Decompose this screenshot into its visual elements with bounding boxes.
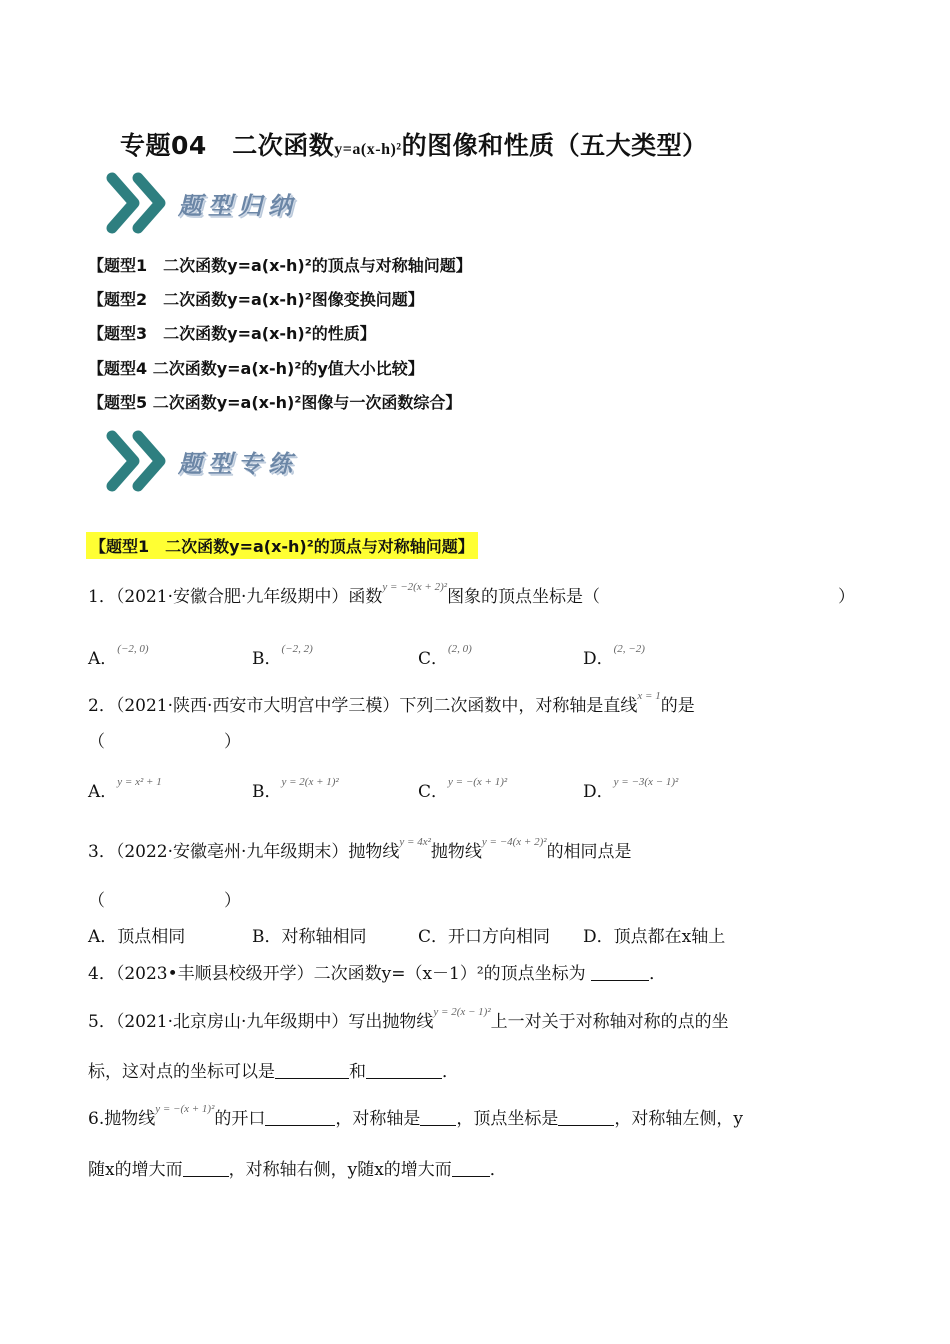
section-practice-banner [104,430,298,492]
option-d: D．$^{(2, -2)}$ [583,643,645,669]
title-formula: y=a(x-h)² [334,141,402,158]
question-5: 5．（2021·北京房山·九年级期中）写出抛物线$^{y = 2(x - 1)^2}$上一对关于对称轴对称的点的坐 [88,1006,729,1032]
answer-blank[interactable] [558,1109,614,1126]
section-practice-label: 题型专练 [178,449,298,478]
question-6: 6.抛物线$^{y = -(x + 1)^2}$的开口 ，对称轴是 ，顶点坐标是 ，对称轴左侧，y [88,1103,744,1129]
answer-blank[interactable] [275,1062,349,1079]
toc-item-5: 【题型5 二次函数y=a(x-h)²图像与一次函数综合】 [88,393,462,412]
option-c: C．$^{(2, 0)}$ [418,643,472,669]
formula: y = −4(x + 2)² [481,836,547,848]
formula: y = 2(x − 1)² [433,1006,491,1018]
section-summary-label: 题型归纳 [178,191,298,220]
answer-blank[interactable] [591,964,649,981]
toc-item-3: 【题型3 二次函数y=a(x-h)²的性质】 [88,324,376,343]
option-d: D．顶点都在x轴上 [583,927,726,947]
formula: x = 1 [637,690,661,702]
formula: y = −2(x + 2)² [382,581,448,593]
question-1: 1．（2021·安徽合肥·九年级期中）函数$^{y = -2(x + 2)^2}$图象的顶点坐标是（ [88,581,601,607]
toc-item-1: 【题型1 二次函数y=a(x-h)²的顶点与对称轴问题】 [88,256,472,275]
formula: y = 4x² [399,836,431,848]
answer-blank[interactable] [420,1109,456,1126]
section-summary-banner [104,172,298,234]
question-5-line2: 标，这对点的坐标可以是 和 ． [88,1062,459,1082]
question-6-line2: 随x的增大而 ，对称轴右侧，y随x的增大而 ． [88,1160,507,1180]
option-c: C．$^{y = -(x + 1)^2}$ [418,776,508,802]
answer-blank[interactable] [452,1160,490,1177]
toc-item-2: 【题型2 二次函数y=a(x-h)²图像变换问题】 [88,290,424,309]
option-a: A．$^{(-2, 0)}$ [88,643,149,669]
double-chevron-icon [104,430,170,492]
question-4: 4．（2023•丰顺县校级开学）二次函数y=（x－1）²的顶点坐标为 ． [88,964,667,984]
option-d: D．$^{y = -3(x - 1)^2}$ [583,776,679,802]
option-b: B．对称轴相同 [252,927,367,947]
question-1-close: ） [838,587,855,607]
answer-blank[interactable] [366,1062,442,1079]
question-3: 3．（2022·安徽亳州·九年级期末）抛物线$^{y = 4x^2}$抛物线$^{y = -4(x + 2)^2}$的相同点是 [88,836,632,862]
option-a: A．顶点相同 [88,927,186,947]
answer-blank[interactable] [265,1109,335,1126]
question-3-paren: （ ） [88,891,241,911]
option-b: B．$^{y = 2(x + 1)^2}$ [252,776,339,802]
option-b: B．$^{(-2, 2)}$ [252,643,313,669]
question-type-heading: 【题型1 二次函数y=a(x-h)²的顶点与对称轴问题】 [86,532,478,559]
question-2-paren: （ ） [88,732,241,752]
option-a: A．$^{y = x^2 + 1}$ [88,776,162,802]
toc-item-4: 【题型4 二次函数y=a(x-h)²的y值大小比较】 [88,359,424,378]
page-title: 专题04 二次函数y=a(x-h)²的图像和性质（五大类型） [120,131,708,160]
double-chevron-icon [104,172,170,234]
option-c: C．开口方向相同 [418,927,551,947]
question-2: 2．（2021·陕西·西安市大明宫中学三模）下列二次函数中，对称轴是直线$^{x = 1}$的是 [88,690,695,716]
formula: y = −(x + 1)² [155,1103,215,1115]
answer-blank[interactable] [183,1160,229,1177]
